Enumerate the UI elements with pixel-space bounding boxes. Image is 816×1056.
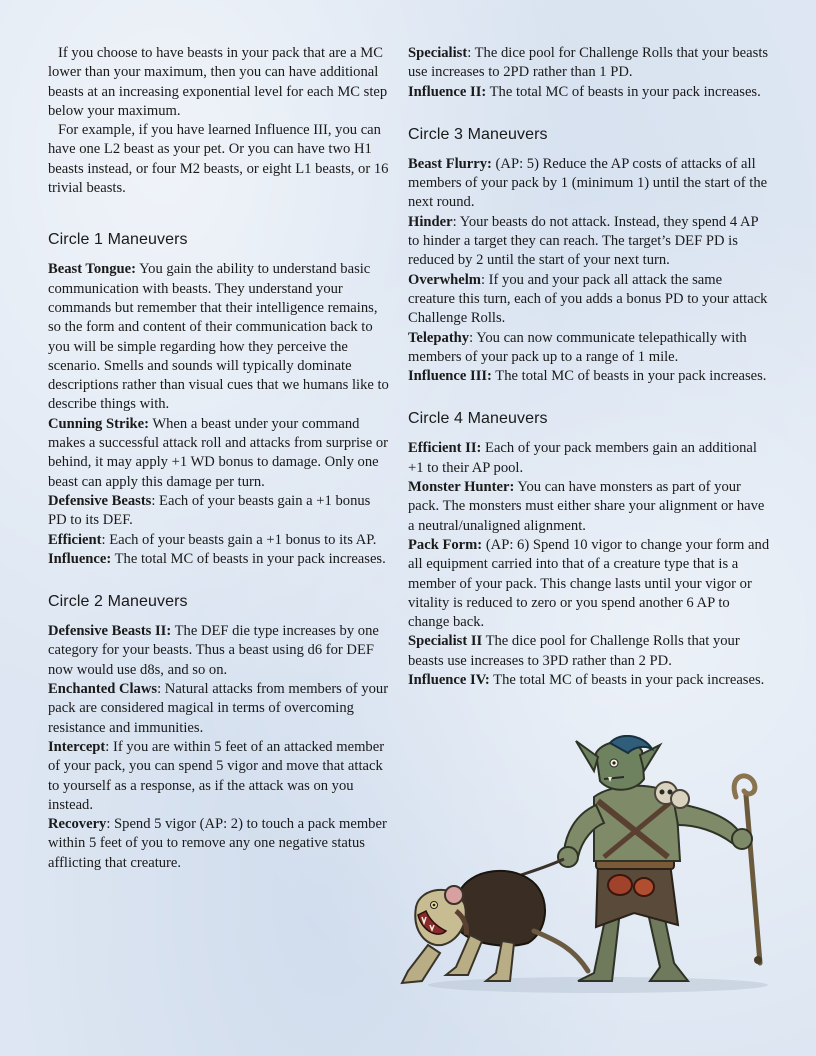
intro-paragraph-2: For example, if you have learned Influence III, you can have one L2 beast as your pet. Or you can have two H1 beasts instead, or four M2 beasts, or eight L1 beasts, or 16 trivial beasts. [48, 122, 389, 197]
entry-hinder: Hinder: Your beasts do not attack. Instead, they spend 4 AP to hinder a target they can reach. The target’s DEF PD is reduced by 2 until the start of your next turn. [408, 213, 759, 269]
entry-intercept: Intercept: If you are within 5 feet of an attacked member of your pack, you can spend 5 vigor and move that attack to yourself as a response, as if the attack was on you instead. [48, 738, 385, 813]
entry-specialist: Specialist: The dice pool for Challenge Rolls that your beasts use increases to 2PD rather than 1 PD. [408, 45, 769, 81]
entry-influence-iv: Influence IV: The total MC of beasts in your pack increases. [408, 672, 765, 689]
beast-figure [402, 871, 588, 983]
entry-beast-flurry: Beast Flurry: (AP: 5) Reduce the AP costs of attacks of all members of your pack by 1 (minimum 1) until the start of the next round. [408, 155, 768, 211]
entry-cunning-strike: Cunning Strike: When a beast under your command makes a successful attack roll and attacks from surprise or behind, it may apply +1 WD bonus to damage. Only one beast can apply this damage per turn. [48, 415, 388, 490]
right-column [408, 44, 770, 690]
circle-1-heading: Circle 1 Maneuvers [48, 231, 188, 249]
left-column [48, 44, 390, 873]
entry-telepathy: Telepathy: You can now communicate telepathically with members of your pack up to a range of 1 mile. [408, 329, 747, 365]
entry-influence-ii: Influence II: The total MC of beasts in your pack increases. [408, 83, 761, 100]
entry-recovery: Recovery: Spend 5 vigor (AP: 2) to touch a pack member within 5 feet of you to remove any one negative status afflicting that creature. [48, 816, 387, 871]
hunter-figure [558, 736, 752, 981]
entry-defensive-beasts-ii: Defensive Beasts II: The DEF die type increases by one category for your beasts. Thus a beast using d6 for DEF now would use d8s, and so on. [48, 623, 379, 678]
entry-pack-form: Pack Form: (AP: 6) Spend 10 vigor to change your form and all equipment carried into that of a creature type that is a member of your pack. This change lasts until your vigor or vitality is reduced to zero or you spend another 6 AP to change back. [408, 536, 770, 631]
circle-3-heading: Circle 3 Maneuvers [408, 125, 548, 143]
entry-efficient: Efficient: Each of your beasts gain a +1 bonus to its AP. [48, 531, 377, 548]
intro-paragraph-1: If you choose to have beasts in your pack that are a MC lower than your maximum, then you can have additional beasts at an increasing exponential level for each MC step below your maximum. [48, 45, 388, 119]
entry-defensive-beasts: Defensive Beasts: Each of your beasts gain a +1 bonus PD to its DEF. [48, 492, 371, 529]
entry-enchanted-claws: Enchanted Claws: Natural attacks from members of your pack are considered magical in terms of overcoming resistance and immunities. [48, 681, 389, 736]
entry-specialist-ii: Specialist II The dice pool for Challenge Rolls that your beasts use increases to 3PD rather than 2 PD. [408, 633, 740, 669]
entry-influence: Influence: The total MC of beasts in your pack increases. [48, 550, 386, 567]
entry-monster-hunter: Monster Hunter: You can have monsters as part of your pack. The monsters must either share your alignment or have a neutral/unaligned alignment. [408, 479, 765, 534]
hunter-with-beast-illustration [398, 735, 774, 1000]
circle-2-heading: Circle 2 Maneuvers [48, 593, 188, 611]
staff-icon [734, 776, 762, 964]
entry-beast-tongue: Beast Tongue: You gain the ability to understand basic communication with beasts. They understand your commands but remember that their intelligence remains, so the form and content of their communication back to you will be simple regarding how they perceive the scenario. Smells and sounds will typically dominate descriptions rather than visual cues that we humans like to describe things with. [48, 261, 389, 413]
entry-influence-iii: Influence III: The total MC of beasts in your pack increases. [408, 368, 767, 385]
entry-efficient-ii: Efficient II: Each of your pack members gain an additional +1 to their AP pool. [408, 440, 757, 476]
entry-overwhelm: Overwhelm: If you and your pack all attack the same creature this turn, each of you adds a bonus PD to your attack Challenge Rolls. [408, 271, 768, 327]
circle-4-heading: Circle 4 Maneuvers [408, 410, 548, 428]
